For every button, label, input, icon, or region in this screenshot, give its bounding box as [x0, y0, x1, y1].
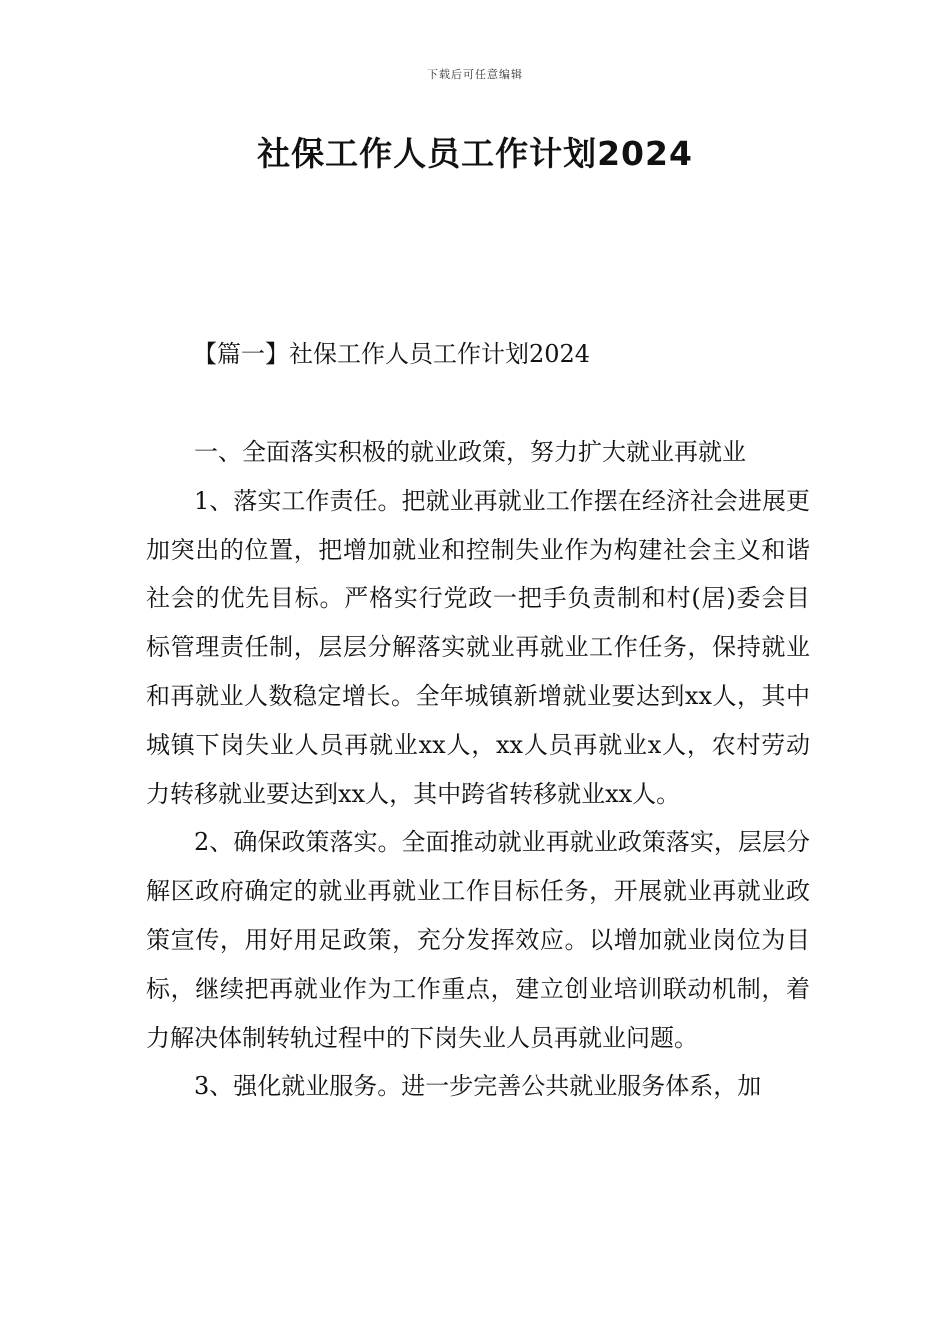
paragraph-item-3: 3、强化就业服务。进一步完善公共就业服务体系，加 [194, 1072, 762, 1101]
paragraph-item-1: 1、落实工作责任。把就业再就业工作摆在经济社会进展更加突出的位置，把增加就业和控制失业作为构建社会主义和谐社会的优先目标。严格实行党政一把手负责制和村(居)委会目标管理责任制，层层分解落实就业再就业工作任务，保持就业和再就业人数稳定增长。全年城镇新增就业要达到xx人，其中城镇下岗失业人员再就业xx人，xx人员再就业x人，农村劳动力转移就业要达到xx人，其中跨省转移就业xx人。 [146, 486, 810, 808]
section-heading: 【篇一】社保工作人员工作计划2024 [193, 340, 591, 368]
header-note: 下载后可任意编辑 [427, 68, 523, 81]
paragraph-item-2: 2、确保政策落实。全面推动就业再就业政策落实，层层分解区政府确定的就业再就业工作目标任务，开展就业再就业政策宣传，用好用足政策，充分发挥效应。以增加就业岗位为目标，继续把再就业作为工作重点，建立创业培训联动机制，着力解决体制转轨过程中的下岗失业人员再就业问题。 [146, 828, 810, 1052]
body-text [146, 428, 810, 1111]
document-title: 社保工作人员工作计划2024 [257, 134, 693, 173]
paragraph-heading-one: 一、全面落实积极的就业政策，努力扩大就业再就业 [194, 438, 746, 466]
